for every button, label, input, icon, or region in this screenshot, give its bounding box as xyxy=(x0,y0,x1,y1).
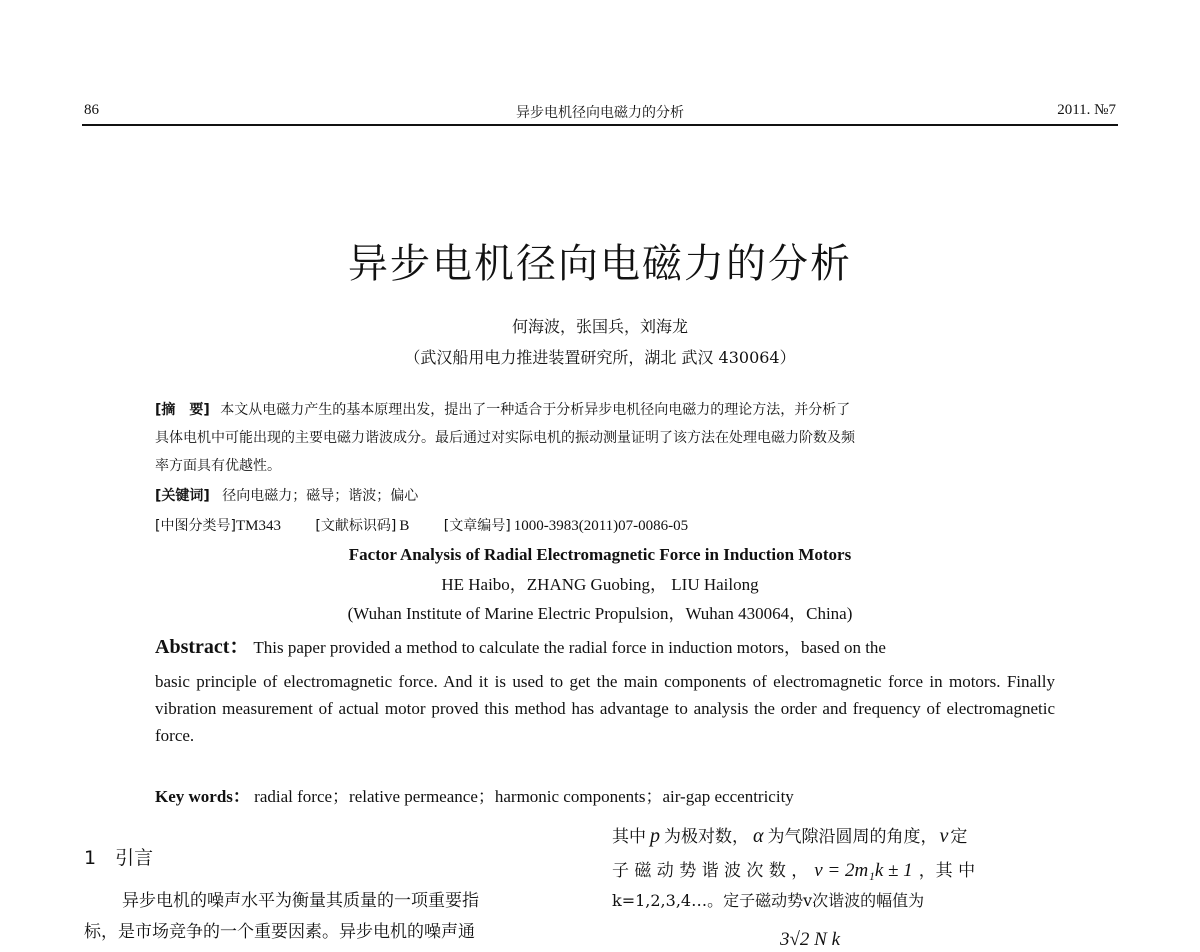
text-pole-pairs: 为极对数， xyxy=(664,827,749,847)
abstract-cn-text: 本文从电磁力产生的基本原理出发，提出了一种适合于分析异步电机径向电磁力的理论方法，并分析了 xyxy=(220,402,851,418)
abstract-en-body: basic principle of electromagnetic force. And it is used to get the main components of electromagnetic force in motors. Finally vibration measurement of actual motor proved this method has advantage to analysis the order and frequency of electromagnetic force. xyxy=(155,672,1055,745)
affiliation: （武汉船用电力推进装置研究所，湖北 武汉 430064） xyxy=(404,348,796,367)
en-authors: HE Haibo，ZHANG Guobing， LIU Hailong xyxy=(441,575,759,594)
en-affiliation: (Wuhan Institute of Marine Electric Propulsion，Wuhan 430064，China) xyxy=(347,604,853,623)
doc-code-label: [文献标识码] xyxy=(315,518,397,534)
authors: 何海波，张国兵，刘海龙 xyxy=(511,317,688,336)
clc-value: TM343 xyxy=(235,518,281,534)
text-harmonic-order: 子 磁 动 势 谐 波 次 数 ， xyxy=(612,861,809,881)
formula-v: v = 2m₁k ± 1 xyxy=(814,860,913,881)
section-heading: 1 引言 xyxy=(84,847,154,869)
abstract-cn-line1 xyxy=(155,399,850,419)
keywords-en-label: Key words： xyxy=(155,787,250,806)
article-no-label: [文章编号] xyxy=(443,518,511,534)
en-title: Factor Analysis of Radial Electromagnetic Force in Induction Motors xyxy=(348,545,852,564)
text-qizhong: 其中 xyxy=(612,827,646,847)
keywords-cn-text: 径向电磁力；磁导；谐波；偏心 xyxy=(222,488,419,504)
right-col-line1 xyxy=(612,822,967,848)
var-alpha: α xyxy=(753,825,764,847)
abstract-en-label: Abstract： xyxy=(155,636,250,658)
abstract-cn-line3: 率方面具有优越性。 xyxy=(155,458,281,474)
clc-label: [中图分类号] xyxy=(155,518,236,534)
header-rule xyxy=(82,124,1118,126)
abstract-en-line1 xyxy=(155,630,886,659)
issue-number: 2011. №7 xyxy=(1057,102,1116,118)
keywords-en xyxy=(155,782,794,807)
running-title: 异步电机径向电磁力的分析 xyxy=(516,105,684,121)
right-col-line2 xyxy=(612,856,975,882)
intro-para-line2: 标，是市场竞争的一个重要因素。异步电机的噪声通 xyxy=(84,922,475,942)
article-no-value: 1000-3983(2011)07-0086-05 xyxy=(513,518,689,534)
abstract-en-first: This paper provided a method to calculate the radial force in induction motors，based on the xyxy=(253,638,886,657)
paper-title: 异步电机径向电磁力的分析 xyxy=(348,241,852,287)
keywords-cn xyxy=(155,485,418,505)
doc-code-value: B xyxy=(399,518,410,534)
text-ding: 定 xyxy=(950,827,968,847)
var-p: p xyxy=(650,825,660,847)
text-angle: 为气隙沿圆周的角度， xyxy=(767,827,938,847)
right-col-line3: k=1,2,3,4…。定子磁动势v次谐波的幅值为 xyxy=(612,891,925,910)
keywords-cn-label: [关键词] xyxy=(155,488,210,504)
page-number: 86 xyxy=(84,102,99,118)
formula-amplitude: 3√2 N k xyxy=(780,929,841,950)
keywords-en-text: radial force；relative permeance；harmonic components；air-gap eccentricity xyxy=(254,787,794,806)
abstract-cn-label: [摘 要] xyxy=(155,402,210,418)
classification-line xyxy=(155,515,688,535)
intro-para-line1: 异步电机的噪声水平为衡量其质量的一项重要指 xyxy=(122,891,479,911)
text-where: ，其 中 xyxy=(918,861,976,881)
var-v: v xyxy=(939,825,949,847)
abstract-cn-line2: 具体电机中可能出现的主要电磁力谐波成分。最后通过对实际电机的振动测量证明了该方法在处理电磁力阶数及频 xyxy=(155,430,855,446)
